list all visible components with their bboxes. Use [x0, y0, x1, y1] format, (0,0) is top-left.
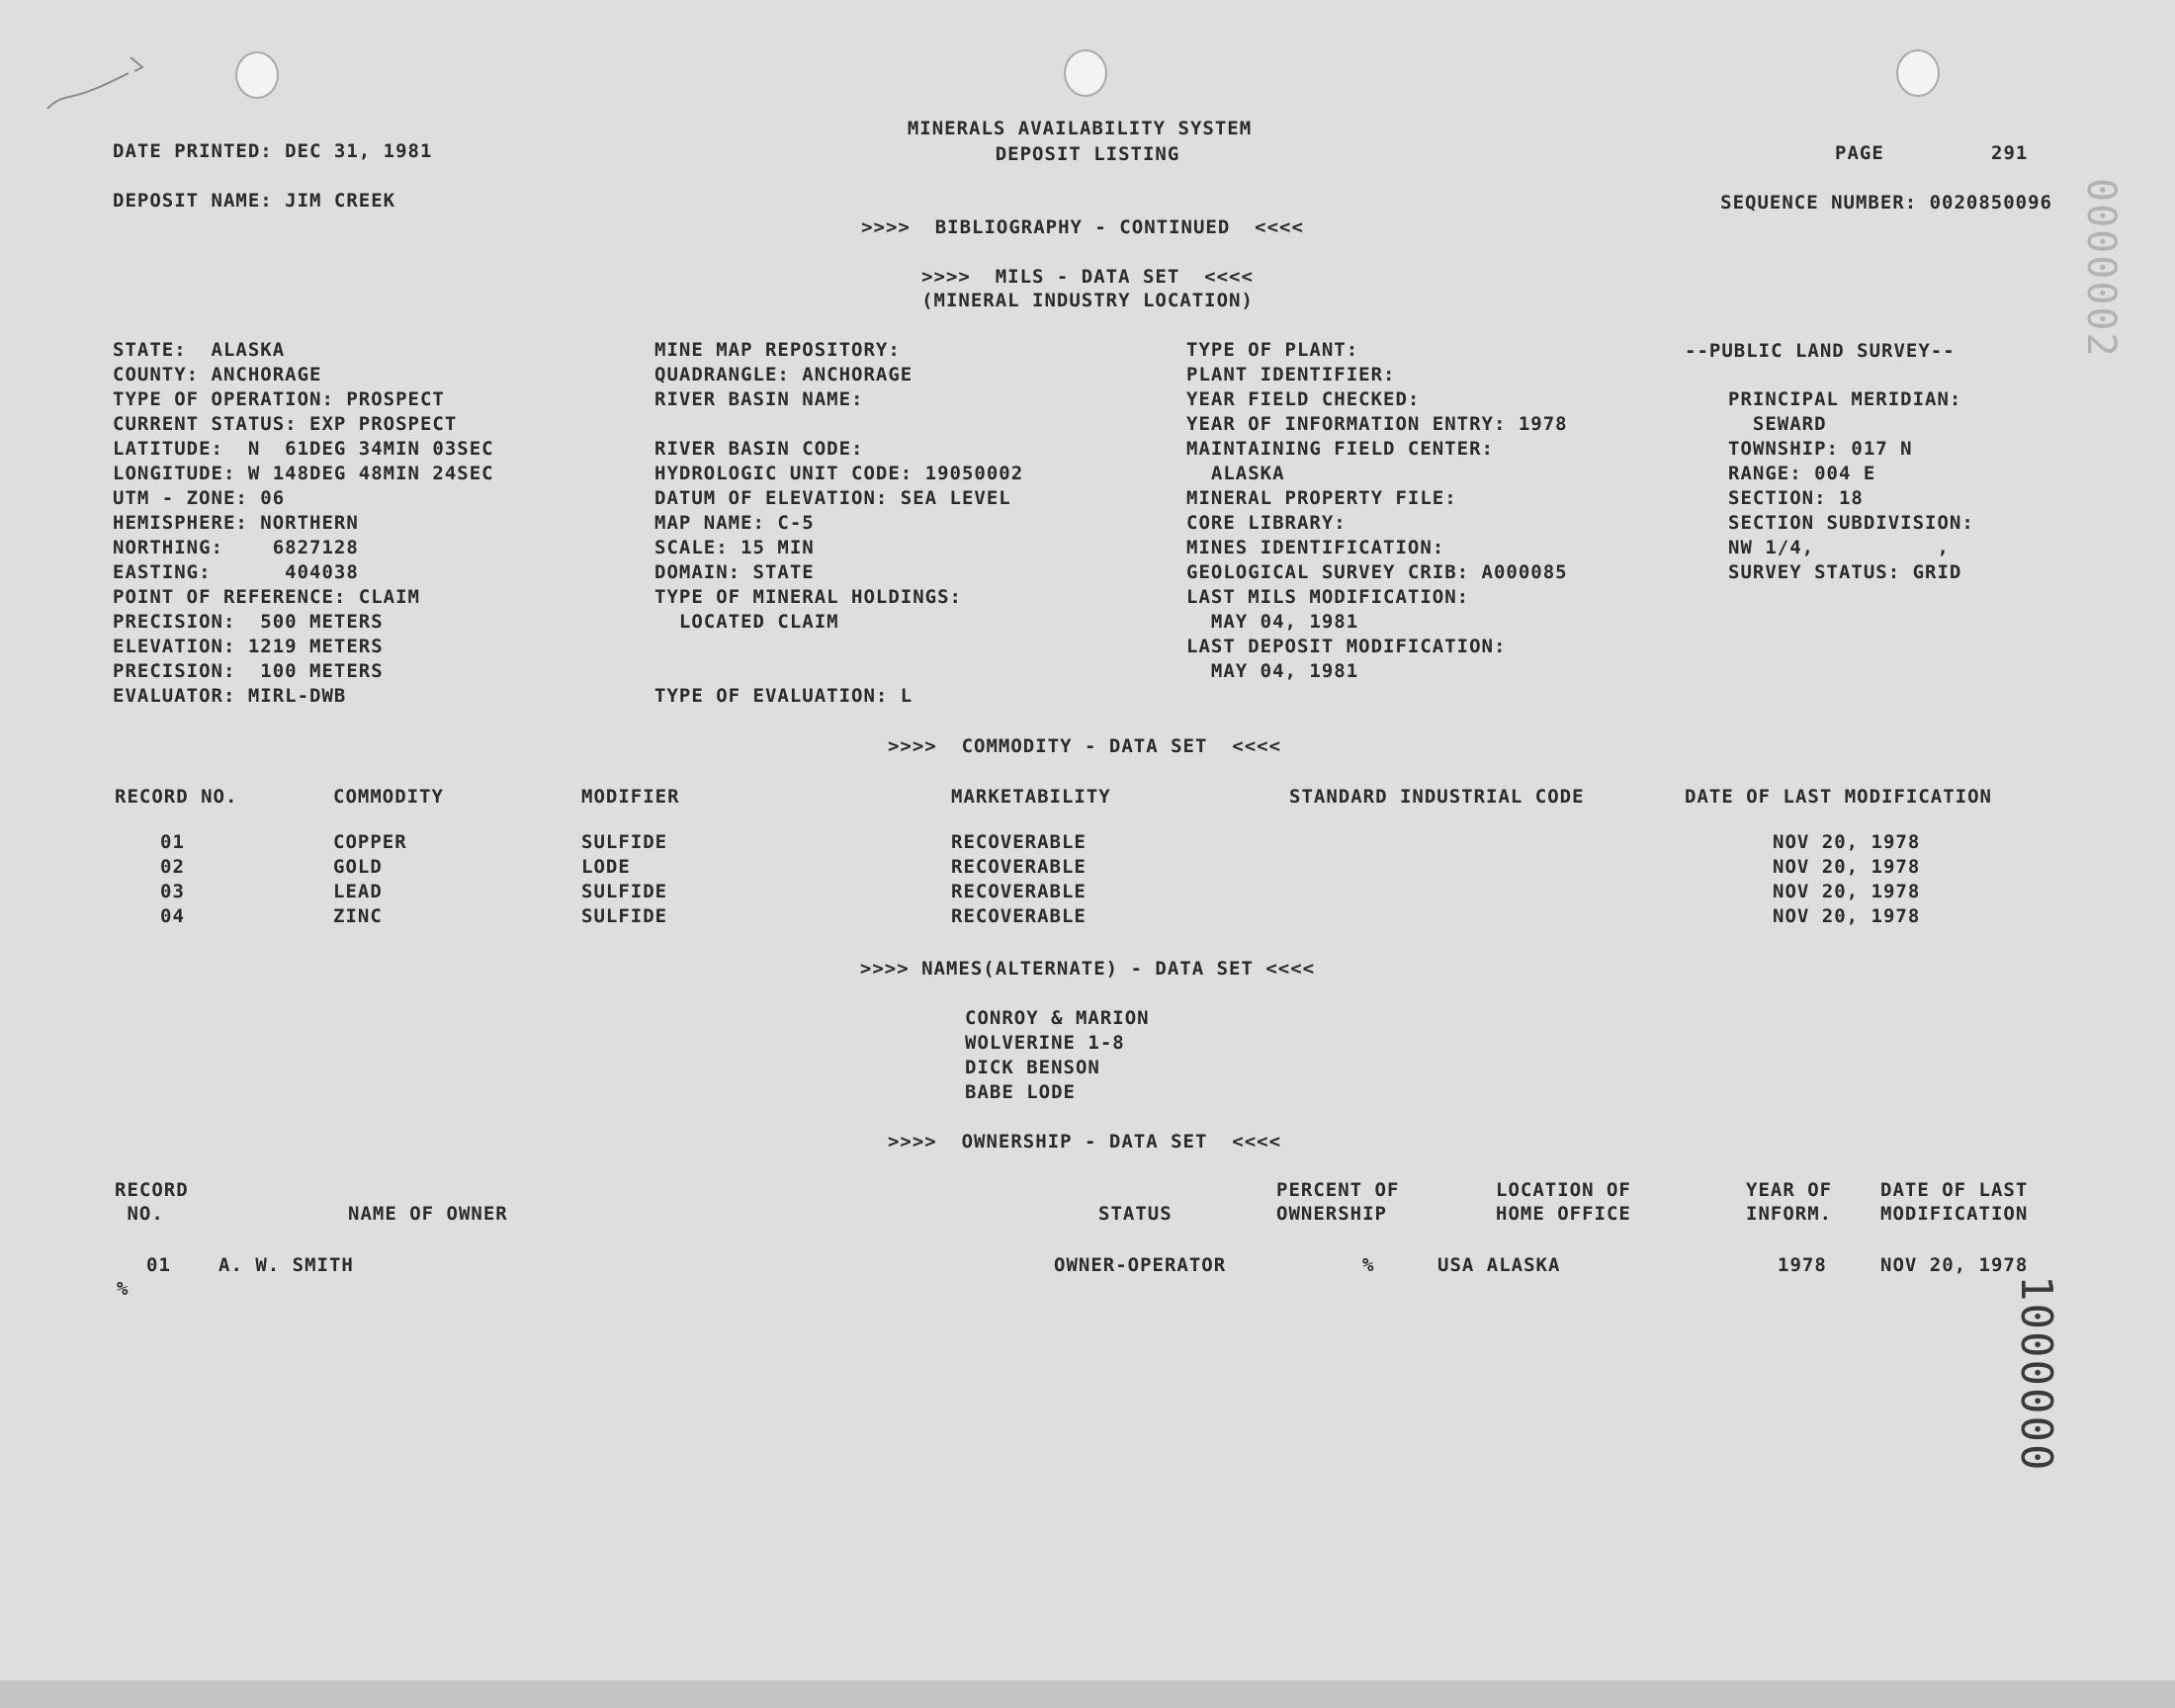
mine-map-repository-field: MINE MAP REPOSITORY:	[654, 339, 901, 361]
mils-column-plant	[1186, 338, 1568, 684]
quadrangle-field: QUADRANGLE: ANCHORAGE	[654, 364, 914, 385]
table-row-modifier: SULFIDE	[581, 905, 668, 927]
list-item: BABE LODE	[965, 1081, 1076, 1103]
names-title: >>>> NAMES(ALTERNATE) - DATA SET <<<<	[859, 958, 1316, 980]
commodity-header-modifier: MODIFIER	[581, 786, 680, 808]
system-title: MINERALS AVAILABILITY SYSTEM	[907, 118, 1253, 139]
last-mils-modification-value: MAY 04, 1981	[1186, 611, 1359, 633]
last-deposit-modification-field: LAST DEPOSIT MODIFICATION:	[1186, 636, 1507, 657]
ownership-header-record: RECORD	[115, 1179, 189, 1201]
ownership-header-status: STATUS	[1098, 1203, 1173, 1225]
margin-faint-number: 0000002	[2078, 178, 2124, 359]
table-row-marketability: RECOVERABLE	[951, 881, 1087, 902]
owner-row-status: OWNER-OPERATOR	[1054, 1254, 1227, 1276]
owner-row-date: NOV 20, 1978	[1880, 1254, 2029, 1276]
commodity-title: >>>> COMMODITY - DATA SET <<<<	[887, 735, 1282, 757]
utm-zone-field: UTM - ZONE: 06	[113, 487, 286, 509]
page-label: PAGE	[1835, 142, 1884, 164]
ownership-header-date-1: DATE OF LAST	[1880, 1179, 2029, 1201]
ownership-footnote: %	[117, 1278, 130, 1300]
punch-hole-center	[1064, 49, 1107, 97]
map-name-field: MAP NAME: C-5	[654, 512, 815, 534]
evaluation-type-field: TYPE OF EVALUATION: L	[654, 685, 914, 707]
owner-row-year: 1978	[1778, 1254, 1827, 1276]
list-item: DICK BENSON	[965, 1057, 1100, 1078]
current-status-field: CURRENT STATUS: EXP PROSPECT	[113, 413, 458, 435]
plant-type-field: TYPE OF PLANT:	[1186, 339, 1359, 361]
ownership-header-date-2: MODIFICATION	[1880, 1203, 2029, 1225]
table-row-marketability: RECOVERABLE	[951, 905, 1087, 927]
punch-hole-left	[235, 51, 279, 99]
table-row-date: NOV 20, 1978	[1773, 881, 1921, 902]
mils-column-location	[113, 338, 494, 709]
ownership-header-year-1: YEAR OF	[1746, 1179, 1833, 1201]
table-row-no: 04	[160, 905, 185, 927]
elevation-precision-field: PRECISION: 100 METERS	[113, 660, 384, 682]
table-row-no: 02	[160, 856, 185, 878]
section-subdivision-value: NW 1/4, ,	[1728, 537, 1950, 558]
commodity-col-no	[160, 830, 185, 929]
table-row-commodity: LEAD	[333, 881, 383, 902]
corner-mark-icon	[40, 49, 148, 119]
list-item: WOLVERINE 1-8	[965, 1032, 1125, 1054]
latitude-field: LATITUDE: N 61DEG 34MIN 03SEC	[113, 438, 494, 460]
northing-field: NORTHING: 6827128	[113, 537, 359, 558]
domain-field: DOMAIN: STATE	[654, 561, 815, 583]
commodity-col-marketability	[951, 830, 1087, 929]
commodity-header-commodity: COMMODITY	[333, 786, 444, 808]
river-basin-code-field: RIVER BASIN CODE:	[654, 438, 864, 460]
mineral-holdings-field: TYPE OF MINERAL HOLDINGS:	[654, 586, 962, 608]
table-row-date: NOV 20, 1978	[1773, 905, 1921, 927]
hydrologic-unit-code-field: HYDROLOGIC UNIT CODE: 19050002	[654, 463, 1024, 484]
commodity-col-commodity	[333, 830, 407, 929]
field-center-value: ALASKA	[1186, 463, 1285, 484]
alternate-names-list	[965, 1006, 1150, 1105]
blank-line	[654, 412, 1023, 437]
last-mils-modification-field: LAST MILS MODIFICATION:	[1186, 586, 1470, 608]
date-printed: DATE PRINTED: DEC 31, 1981	[113, 140, 433, 162]
blank-line	[654, 635, 1023, 659]
listing-title: DEPOSIT LISTING	[995, 143, 1180, 165]
elevation-field: ELEVATION: 1219 METERS	[113, 636, 384, 657]
table-row-no: 01	[160, 831, 185, 853]
ownership-header-location-1: LOCATION OF	[1496, 1179, 1631, 1201]
table-row-modifier: LODE	[581, 856, 631, 878]
commodity-header-date: DATE OF LAST MODIFICATION	[1685, 786, 1992, 808]
table-row-commodity: ZINC	[333, 905, 383, 927]
mils-column-survey	[1728, 387, 1974, 585]
commodity-col-modifier	[581, 830, 667, 929]
table-row-date: NOV 20, 1978	[1773, 831, 1921, 853]
table-row-marketability: RECOVERABLE	[951, 856, 1087, 878]
longitude-field: LONGITUDE: W 148DEG 48MIN 24SEC	[113, 463, 494, 484]
info-entry-year-field: YEAR OF INFORMATION ENTRY: 1978	[1186, 413, 1568, 435]
blank-line	[654, 659, 1023, 684]
mils-column-map	[654, 338, 1023, 709]
easting-field: EASTING: 404038	[113, 561, 359, 583]
commodity-header-record: RECORD NO.	[115, 786, 238, 808]
public-land-survey-heading: --PUBLIC LAND SURVEY--	[1685, 340, 1956, 362]
ownership-header-percent-1: PERCENT OF	[1276, 1179, 1400, 1201]
ownership-header-name: NAME OF OWNER	[348, 1203, 508, 1225]
table-row-marketability: RECOVERABLE	[951, 831, 1087, 853]
table-row-no: 03	[160, 881, 185, 902]
table-row-date: NOV 20, 1978	[1773, 856, 1921, 878]
field-center-field: MAINTAINING FIELD CENTER:	[1186, 438, 1494, 460]
commodity-header-sic: STANDARD INDUSTRIAL CODE	[1289, 786, 1585, 808]
mines-identification-field: MINES IDENTIFICATION:	[1186, 537, 1445, 558]
mils-title: >>>> MILS - DATA SET <<<<	[921, 266, 1254, 288]
principal-meridian-value: SEWARD	[1728, 413, 1827, 435]
mineral-holdings-value: LOCATED CLAIM	[654, 611, 839, 633]
owner-row-percent: %	[1362, 1254, 1375, 1276]
point-of-reference-field: POINT OF REFERENCE: CLAIM	[113, 586, 420, 608]
owner-row-name: A. W. SMITH	[218, 1254, 354, 1276]
table-row-modifier: SULFIDE	[581, 831, 668, 853]
commodity-col-date	[1773, 830, 1920, 929]
table-row-commodity: GOLD	[333, 856, 383, 878]
commodity-header-marketability: MARKETABILITY	[951, 786, 1111, 808]
ownership-header-year-2: INFORM.	[1746, 1203, 1833, 1225]
year-field-checked-field: YEAR FIELD CHECKED:	[1186, 388, 1421, 410]
ownership-header-percent-2: OWNERSHIP	[1276, 1203, 1387, 1225]
table-row-commodity: COPPER	[333, 831, 407, 853]
operation-type-field: TYPE OF OPERATION: PROSPECT	[113, 388, 445, 410]
precision-field: PRECISION: 500 METERS	[113, 611, 384, 633]
bibliography-heading: >>>> BIBLIOGRAPHY - CONTINUED <<<<	[861, 216, 1304, 238]
survey-status-field: SURVEY STATUS: GRID	[1728, 561, 1962, 583]
owner-row-location: USA ALASKA	[1437, 1254, 1561, 1276]
datum-of-elevation-field: DATUM OF ELEVATION: SEA LEVEL	[654, 487, 1011, 509]
section-subdivision-field: SECTION SUBDIVISION:	[1728, 512, 1974, 534]
page-number: 291	[1991, 142, 2029, 164]
plant-identifier-field: PLANT IDENTIFIER:	[1186, 364, 1396, 385]
punch-hole-right	[1896, 49, 1940, 97]
core-library-field: CORE LIBRARY:	[1186, 512, 1347, 534]
ownership-title: >>>> OWNERSHIP - DATA SET <<<<	[887, 1131, 1282, 1153]
deposit-name: DEPOSIT NAME: JIM CREEK	[113, 190, 396, 212]
range-field: RANGE: 004 E	[1728, 463, 1876, 484]
owner-row-no: 01	[146, 1254, 171, 1276]
township-field: TOWNSHIP: 017 N	[1728, 438, 1913, 460]
evaluator-field: EVALUATOR: MIRL-DWB	[113, 685, 347, 707]
table-row-modifier: SULFIDE	[581, 881, 668, 902]
last-deposit-modification-value: MAY 04, 1981	[1186, 660, 1359, 682]
survey-crib-field: GEOLOGICAL SURVEY CRIB: A000085	[1186, 561, 1568, 583]
scale-field: SCALE: 15 MIN	[654, 537, 815, 558]
river-basin-name-field: RIVER BASIN NAME:	[654, 388, 864, 410]
list-item: CONROY & MARION	[965, 1007, 1150, 1029]
section-field: SECTION: 18	[1728, 487, 1864, 509]
state-field: STATE: ALASKA	[113, 339, 286, 361]
mineral-property-file-field: MINERAL PROPERTY FILE:	[1186, 487, 1457, 509]
ownership-header-location-2: HOME OFFICE	[1496, 1203, 1631, 1225]
sequence-number: SEQUENCE NUMBER: 0020850096	[1720, 192, 2052, 214]
hemisphere-field: HEMISPHERE: NORTHERN	[113, 512, 359, 534]
ownership-header-no: NO.	[115, 1203, 164, 1225]
principal-meridian-field: PRINCIPAL MERIDIAN:	[1728, 388, 1962, 410]
margin-control-number: 1000000	[2011, 1275, 2061, 1473]
county-field: COUNTY: ANCHORAGE	[113, 364, 322, 385]
mils-subtitle: (MINERAL INDUSTRY LOCATION)	[921, 290, 1254, 311]
